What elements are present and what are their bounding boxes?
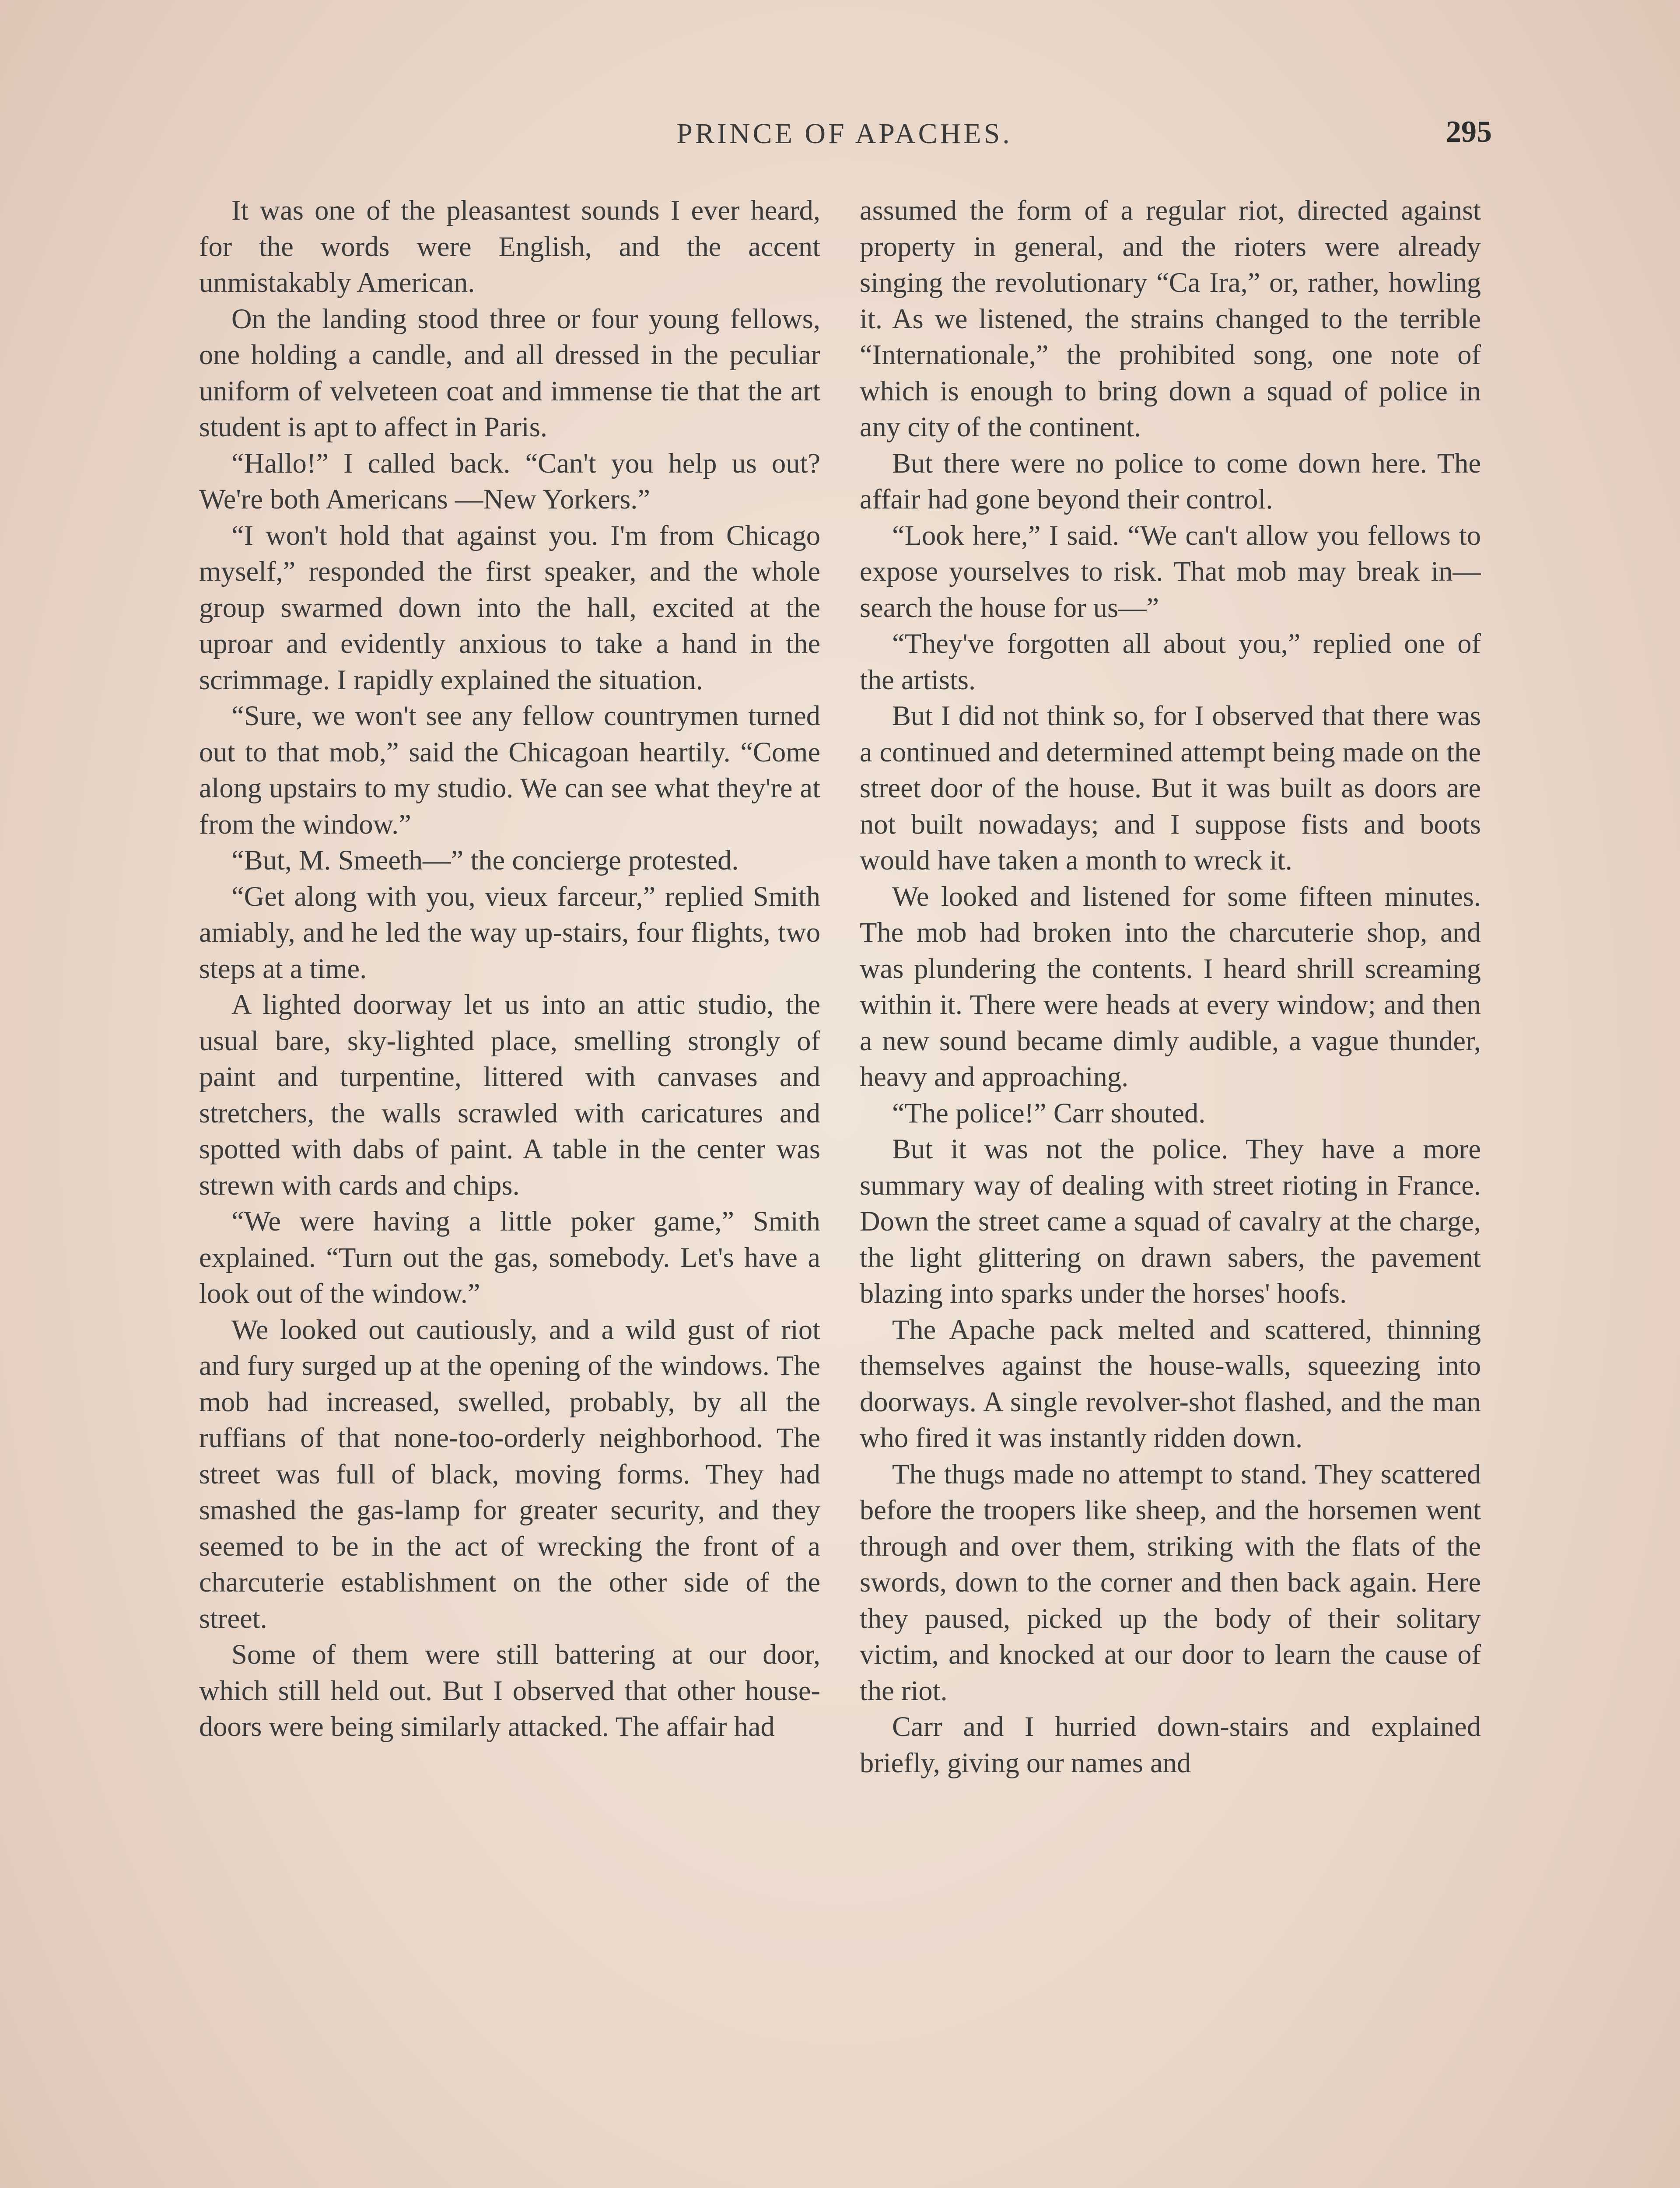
paragraph-continued: assumed the form of a regular riot, directed against property in general, and the rioters were already singing the revolutionary “Ca Ira,” or, rather, howling it. As we listened, the strains changed to the terrible “Internationale,” the prohibited song, one note of which is enough to bring down a squad of police in any city of the continent. (860, 195, 1481, 442)
text-column-left (199, 193, 820, 2188)
paragraph: The thugs made no attempt to stand. They scattered before the troopers like sheep, and the horsemen went through and over them, striking with the flats of the swords, down to the corner and then back again. Here they paused, picked up the body of their solitary victim, and knocked at our door to learn the cause of the riot. (860, 1458, 1481, 1706)
paragraph: But there were no police to come down here. The affair had gone beyond their control. (860, 447, 1481, 515)
paragraph: “Look here,” I said. “We can't allow you fellows to expose yourselves to risk. That mob may break in—search the house for us—” (860, 519, 1481, 623)
paragraph: But I did not think so, for I observed that there was a continued and determined attempt being made on the street door of the house. But it was built as doors are not built nowadays; and I suppose fists and boots would have taken a month to wreck it. (860, 700, 1481, 876)
paragraph: But it was not the police. They have a more summary way of dealing with street rioting in France. Down the street came a squad of cavalry at the charge, the light glittering on drawn sabers, the pavement blazing into sparks under the horses' hoofs. (860, 1133, 1481, 1309)
paragraph: “Hallo!” I called back. “Can't you help us out? We're both Americans —New Yorkers.” (199, 447, 820, 515)
paragraph: We looked out cautiously, and a wild gust of riot and fury surged up at the opening of the windows. The mob had increased, swelled, probably, by all the ruffians of that none-too-orderly neighborhood. The street was full of black, moving forms. They had smashed the gas-lamp for greater security, and they seemed to be in the act of wrecking the front of a charcuterie establishment on the other side of the street. (199, 1314, 820, 1634)
paragraph: A lighted doorway let us into an attic studio, the usual bare, sky-lighted place, smelling strongly of paint and turpentine, littered with canvases and stretchers, the walls scrawled with caricatures and spotted with dabs of paint. A table in the center was strewn with cards and chips. (199, 989, 820, 1201)
paragraph: Carr and I hurried down-stairs and explained briefly, giving our names and (860, 1711, 1481, 1778)
paragraph: It was one of the pleasantest sounds I ever heard, for the words were English, and the accent unmistakably American. (199, 195, 820, 298)
paragraph: “But, M. Smeeth—” the concierge protested. (231, 845, 739, 876)
paragraph: “Get along with you, vieux farceur,” replied Smith amiably, and he led the way up-stairs, four flights, two steps at a time. (199, 880, 820, 984)
paragraph: On the landing stood three or four young fellows, one holding a candle, and all dressed in the peculiar uniform of velveteen coat and immense tie that the art student is apt to affect in Paris. (199, 303, 820, 442)
paragraph: “Sure, we won't see any fellow countrymen turned out to that mob,” said the Chicagoan heartily. “Come along upstairs to my studio. We can see what they're at from the window.” (199, 700, 820, 840)
paragraph: “I won't hold that against you. I'm from Chicago myself,” responded the first speaker, and the whole group swarmed down into the hall, excited at the uproar and evidently anxious to take a hand in the scrimmage. I rapidly explained the situation. (199, 519, 820, 695)
paragraph: “We were having a little poker game,” Smith explained. “Turn out the gas, somebody. Let's have a look out of the window.” (199, 1206, 820, 1309)
paragraph: “They've forgotten all about you,” replied one of the artists. (860, 628, 1481, 695)
paragraph: Some of them were still battering at our door, which still held out. But I observed that other house-doors were being similarly attacked. The affair had (199, 1639, 820, 1742)
text-column-right (860, 193, 1481, 2188)
paragraph: We looked and listened for some fifteen minutes. The mob had broken into the charcuterie shop, and was plundering the contents. I heard shrill screaming within it. There were heads at every window; and then a new sound became dimly audible, a vague thunder, heavy and approaching. (860, 880, 1481, 1092)
paragraph: The Apache pack melted and scattered, thinning themselves against the house-walls, squeezing into doorways. A single revolver-shot flashed, and the man who fired it was instantly ridden down. (860, 1314, 1481, 1453)
running-title: PRINCE OF APACHES. (676, 118, 1012, 150)
page-number: 295 (1446, 115, 1492, 149)
paragraph: “The police!” Carr shouted. (892, 1097, 1206, 1129)
